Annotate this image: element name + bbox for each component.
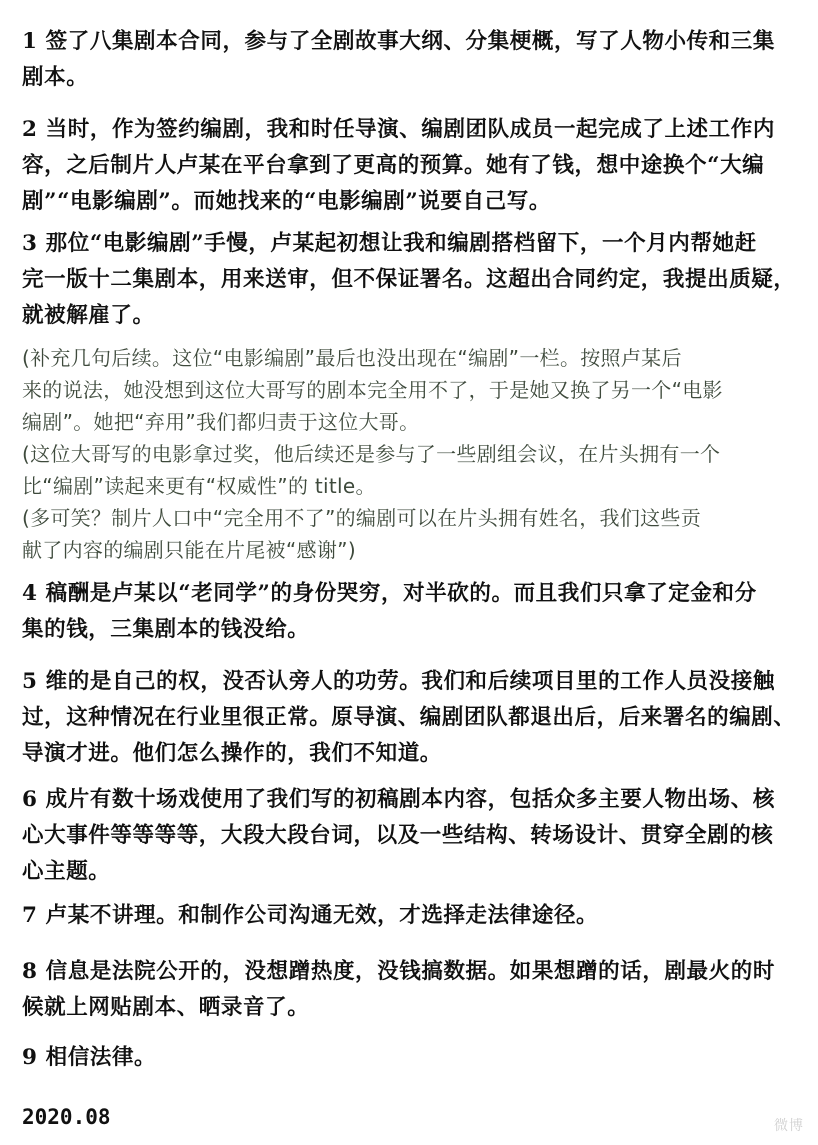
paragraph-line: 就被解雇了。: [22, 303, 155, 328]
paragraph-line: 6 成片有数十场戏使用了我们写的初稿剧本内容，包括众多主要人物出场、核: [22, 787, 775, 812]
paragraph-line: 心大事件等等等等，大段大段台词，以及一些结构、转场设计、贯穿全剧的核: [22, 823, 774, 848]
paragraph-6: [22, 782, 802, 890]
paragraph-line: 8 信息是法院公开的，没想蹭热度，没钱搞数据。如果想蹭的话，剧最火的时: [22, 959, 775, 984]
paragraph-5: [22, 664, 802, 772]
paragraph-line: 完一版十二集剧本，用来送审，但不保证署名。这超出合同约定，我提出质疑，: [22, 267, 796, 292]
note-line: (多可笑？制片人口中“完全用不了”的编剧可以在片头拥有姓名，我们这些贡: [22, 506, 702, 530]
note-line: 献了内容的编剧只能在片尾被“感谢”): [22, 538, 356, 562]
paragraph-line: 集的钱，三集剧本的钱没给。: [22, 617, 310, 642]
note-line: 编剧”。她把“弃用”我们都归责于这位大哥。: [22, 410, 420, 434]
note-line: 比“编剧”读起来更有“权威性”的 title。: [22, 474, 376, 498]
supplementary-notes: [22, 342, 812, 566]
watermark: 微博: [774, 1118, 804, 1134]
paragraph-line: 剧”“电影编剧”。而她找来的“电影编剧”说要自己写。: [22, 189, 551, 214]
paragraph-line: 1 签了八集剧本合同，参与了全剧故事大纲、分集梗概，写了人物小传和三集: [22, 29, 775, 54]
note-line: (这位大哥写的电影拿过奖，他后续还是参与了一些剧组会议，在片头拥有一个: [22, 442, 721, 466]
note-line: 来的说法，她没想到这位大哥写的剧本完全用不了，于是她又换了另一个“电影: [22, 378, 723, 402]
paragraph-7: [22, 898, 802, 934]
paragraph-line: 5 维的是自己的权，没否认旁人的功劳。我们和后续项目里的工作人员没接触: [22, 669, 775, 694]
paragraph-1: [22, 24, 802, 96]
paragraph-line: 容，之后制片人卢某在平台拿到了更高的预算。她有了钱，想中途换个“大编: [22, 153, 765, 178]
paragraph-8: [22, 954, 802, 1026]
paragraph-9: [22, 1040, 802, 1076]
document-date: 2020.08: [22, 1105, 111, 1129]
paragraph-2: [22, 112, 802, 220]
paragraph-line: 3 那位“电影编剧”手慢，卢某起初想让我和编剧搭档留下，一个月内帮她赶: [22, 231, 757, 256]
paragraph-line: 剧本。: [22, 65, 89, 90]
paragraph-3: [22, 226, 802, 334]
paragraph-line: 心主题。: [22, 859, 111, 884]
paragraph-line: 候就上网贴剧本、晒录音了。: [22, 995, 310, 1020]
paragraph-line: 2 当时，作为签约编剧，我和时任导演、编剧团队成员一起完成了上述工作内: [22, 117, 775, 142]
paragraph-line: 4 稿酬是卢某以“老同学”的身份哭穷，对半砍的。而且我们只拿了定金和分: [22, 581, 757, 606]
note-line: (补充几句后续。这位“电影编剧”最后也没出现在“编剧”一栏。按照卢某后: [22, 346, 682, 370]
paragraph-line: 7 卢某不讲理。和制作公司沟通无效，才选择走法律途径。: [22, 903, 599, 928]
paragraph-line: 过，这种情况在行业里很正常。原导演、编剧团队都退出后，后来署名的编剧、: [22, 705, 796, 730]
paragraph-4: [22, 576, 802, 648]
paragraph-line: 导演才进。他们怎么操作的，我们不知道。: [22, 741, 442, 766]
paragraph-line: 9 相信法律。: [22, 1045, 157, 1070]
